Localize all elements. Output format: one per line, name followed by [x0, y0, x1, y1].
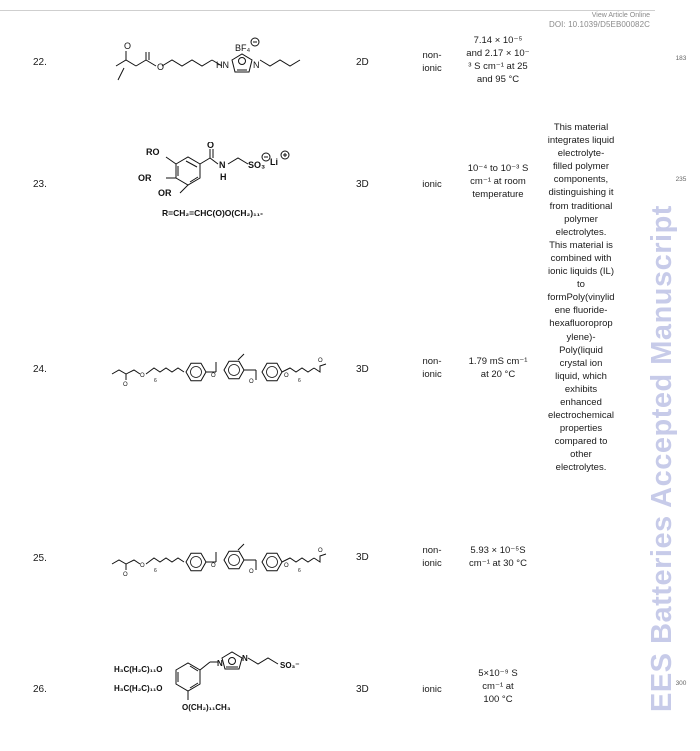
structure-24-liquid-crystal-diacrylate	[110, 350, 328, 388]
conductivity-line: at 20 °C	[480, 369, 516, 380]
benzene-ring	[224, 551, 244, 568]
row-23-25-description	[542, 121, 620, 475]
atom-label: O	[318, 548, 323, 554]
atom-label: N	[253, 60, 260, 70]
benzene-ring	[262, 553, 282, 570]
positive-charge-icon	[229, 658, 236, 665]
spacer-subscript: 6	[154, 378, 157, 384]
conductivity-line: temperature	[472, 189, 524, 200]
conductivity-line: and 2.17 × 10⁻	[466, 48, 530, 59]
description-line: to	[577, 279, 585, 291]
description-line: This material is	[549, 239, 613, 251]
atom-label: O	[140, 563, 145, 569]
aromatic-circle	[267, 557, 278, 568]
aromatic-circle	[191, 557, 202, 568]
entry-ionicity	[412, 683, 452, 696]
chain-label: H₃C(H₂C)₁₁O	[114, 684, 163, 693]
atom-label: OR	[158, 188, 172, 198]
entry-dimension: 3D	[356, 364, 369, 375]
conductivity-line: 1.79 mS cm⁻¹	[468, 356, 528, 367]
atom-label: O	[211, 563, 216, 569]
atom-label: OR	[138, 173, 152, 183]
description-line: electrolyte-	[557, 148, 605, 160]
description-line: exhibits	[564, 383, 598, 395]
description-line: filled polymer	[553, 161, 609, 173]
ionicity-line: ionic	[422, 63, 442, 74]
entry-number: 24.	[33, 364, 47, 375]
description-line: integrates liquid	[547, 135, 615, 147]
ionicity-line: non-	[422, 50, 442, 61]
atom-label: O	[140, 373, 145, 379]
description-line: electrolytes.	[555, 226, 607, 238]
conductivity-line: 7.14 × 10⁻⁵	[473, 35, 523, 46]
entry-conductivity	[460, 667, 536, 706]
line-number: 300	[675, 680, 687, 687]
entry-ionicity	[412, 544, 452, 570]
atom-label: O	[284, 373, 289, 379]
atom-label: N	[217, 659, 223, 668]
atom-label: O	[211, 373, 216, 379]
structure-25-liquid-crystal-diacrylate	[110, 540, 328, 578]
aromatic-circle	[229, 365, 240, 376]
spacer-subscript: 6	[298, 378, 301, 384]
counter-anion-label: BF₄	[235, 43, 251, 53]
description-line: other	[570, 449, 592, 461]
view-article-online-link[interactable]: View Article Online	[591, 12, 650, 19]
conductivity-line: 10⁻⁴ to 10⁻³ S	[467, 163, 529, 174]
entry-ionicity	[412, 49, 452, 75]
ionicity-line: ionic	[422, 558, 442, 569]
atom-label: RO	[146, 147, 160, 157]
atom-label: O	[207, 142, 215, 150]
entry-conductivity	[460, 34, 536, 86]
description-line: ene fluoride-	[554, 305, 608, 317]
benzene-ring	[186, 363, 206, 380]
benzene-ring	[224, 361, 244, 378]
description-line: electrochemical	[548, 410, 614, 422]
positive-charge-icon	[239, 58, 246, 65]
entry-dimension: 3D	[356, 684, 369, 695]
description-line: Poly(liquid	[559, 344, 603, 356]
atom-label: O	[123, 382, 128, 388]
structure-26-zwitterionic-imidazolium	[112, 648, 322, 718]
chain-label: O(CH₂)₁₁CH₃	[182, 703, 231, 712]
aromatic-circle	[191, 367, 202, 378]
atom-label: SO₃⁻	[280, 661, 300, 670]
description-line: crystal ion	[559, 357, 603, 369]
atom-label: O	[123, 572, 128, 578]
line-number: 235	[675, 176, 687, 183]
entry-number: 23.	[33, 179, 47, 190]
conductivity-line: ³ S cm⁻¹ at 25	[468, 61, 528, 72]
atom-label: O	[157, 62, 165, 72]
description-line: liquid, which	[555, 370, 607, 382]
description-line: formPoly(vinylid	[547, 292, 615, 304]
conductivity-line: cm⁻¹ at	[482, 681, 514, 692]
description-line: This material	[553, 122, 609, 133]
spacer-subscript: 6	[154, 568, 157, 574]
doi-link[interactable]: DOI: 10.1039/D5EB00082C	[548, 20, 650, 29]
entry-number: 26.	[33, 684, 47, 695]
entry-ionicity	[412, 355, 452, 381]
conductivity-line: cm⁻¹ at 30 °C	[469, 558, 527, 569]
atom-label: N	[242, 654, 248, 663]
conductivity-line: and 95 °C	[476, 74, 520, 85]
description-line: combined with	[550, 252, 612, 264]
r-group-definition: R=CH₂=CHC(O)O(CH₂)₁₁-	[162, 208, 263, 218]
header-rule	[0, 10, 655, 11]
conductivity-line: 5×10⁻⁹ S	[478, 668, 518, 679]
entry-number: 22.	[33, 57, 47, 68]
atom-label: O	[284, 563, 289, 569]
entry-dimension: 3D	[356, 179, 369, 190]
spacer-subscript: 6	[298, 568, 301, 574]
benzene-ring	[262, 363, 282, 380]
atom-label: O	[124, 41, 132, 51]
entry-conductivity	[460, 355, 536, 381]
description-line: ionic liquids (IL)	[548, 266, 614, 278]
atom-label: O	[318, 358, 323, 364]
description-line: electrolytes.	[555, 462, 607, 474]
entry-conductivity	[460, 162, 536, 201]
atom-label: O	[249, 569, 254, 575]
description-line: components,	[553, 174, 609, 186]
description-line: properties	[559, 423, 603, 435]
aromatic-circle	[229, 555, 240, 566]
ionicity-line: ionic	[422, 684, 442, 695]
description-line: polymer	[564, 213, 598, 225]
atom-label: SO₃	[248, 160, 266, 170]
ionicity-line: ionic	[422, 179, 442, 190]
description-line: ylene)-	[566, 331, 596, 343]
ionicity-line: non-	[422, 356, 442, 367]
aromatic-circle	[267, 367, 278, 378]
description-line: distinguishing it	[548, 187, 614, 199]
entry-ionicity	[412, 178, 452, 191]
description-line: enhanced	[560, 396, 602, 408]
chain-label: H₃C(H₂C)₁₁O	[114, 665, 163, 674]
description-line: compared to	[554, 436, 608, 448]
benzene-ring	[186, 553, 206, 570]
entry-conductivity	[460, 544, 536, 570]
entry-dimension: 2D	[356, 57, 369, 68]
entry-number: 25.	[33, 553, 47, 564]
conductivity-line: cm⁻¹ at room	[470, 176, 526, 187]
conductivity-line: 100 °C	[483, 694, 513, 705]
atom-label: N	[219, 160, 226, 170]
description-line: hexafluoroprop	[549, 318, 613, 330]
entry-dimension: 3D	[356, 552, 369, 563]
atom-label: H	[220, 172, 227, 182]
atom-label: O	[249, 379, 254, 385]
structure-23-sulfonate-monomer	[128, 142, 298, 222]
structure-22-ionic-liquid-monomer	[108, 30, 313, 88]
atom-label: Li	[270, 157, 278, 167]
ionicity-line: ionic	[422, 369, 442, 380]
accepted-manuscript-watermark: EES Batteries Accepted Manuscript	[646, 205, 678, 712]
ionicity-line: non-	[422, 545, 442, 556]
conductivity-line: 5.93 × 10⁻⁵S	[470, 545, 526, 556]
description-line: from traditional	[549, 200, 613, 212]
atom-label: HN	[216, 60, 229, 70]
line-number: 183	[675, 55, 687, 62]
